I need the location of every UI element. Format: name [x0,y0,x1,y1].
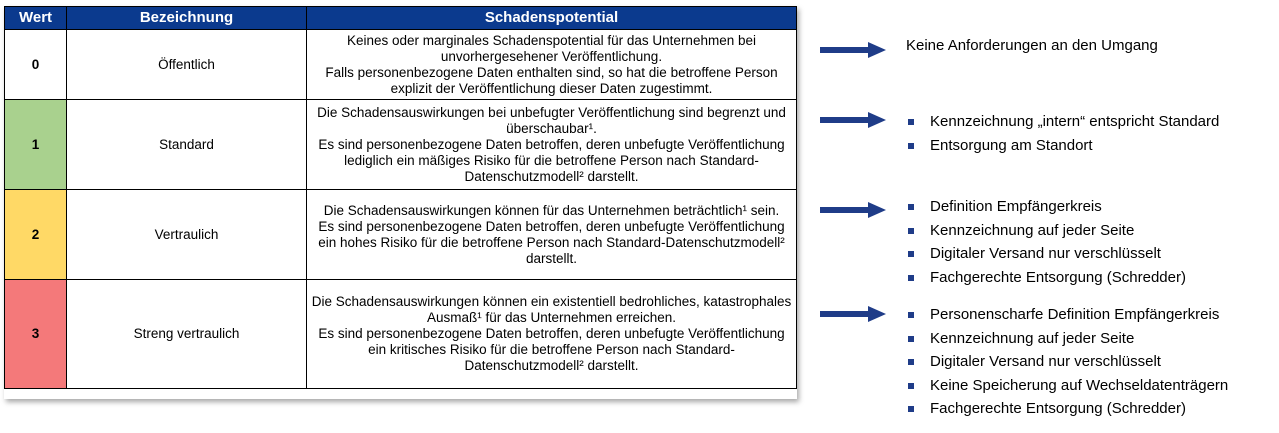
list-item [906,303,1228,327]
classification-table-frame [4,6,797,399]
desc-line: Die Schadensauswirkungen können ein existentiell bedrohliches, katastrophales Ausmaß¹ für das Unternehmen erreichen. [311,294,792,325]
square-bullet-icon [908,406,914,412]
desc-line: Keines oder marginales Schadenspotential für das Unternehmen bei unvorhergesehener Veröffentlichung. [346,32,756,64]
header-bezeichnung: Bezeichnung [67,7,307,30]
row-bezeichnung: Standard [67,100,307,190]
desc-line: Die Schadensauswirkungen können für das Unternehmen beträchtlich¹ sein. [323,202,780,218]
square-bullet-icon [908,143,914,149]
bullet-text: Kennzeichnung auf jeder Seite [930,221,1135,239]
bullet-text: Digitaler Versand nur verschlüsselt [930,245,1161,262]
list-item [906,242,1186,266]
bullet-text: Keine Speicherung auf Wechseldatenträgern [930,376,1229,394]
header-wert: Wert [5,7,67,30]
row-schadenspotential [307,100,797,190]
square-bullet-icon [908,251,914,257]
row-wert: 2 [5,190,67,280]
right-arrow-icon [820,112,886,128]
desc-line: Es sind personenbezogene Daten betroffen, deren unbefugte Veröffentlichung ein kritisches Risiko für die betroffene Person nach Standard-Datenschutzmodell² darstellt. [318,326,785,373]
requirement-bullets [906,110,1219,157]
table-row [5,30,797,100]
desc-line: Es sind personenbezogene Daten betroffen, deren unbefugte Veröffentlichung lediglich ein mäßiges Risiko für die betroffene Person nach Standard-Datenschutzmodell² darstellt. [318,136,785,184]
bullet-text: Personenscharfe Definition Empfängerkreis [930,306,1220,323]
bullet-text: Fachgerechte Entsorgung (Schredder) [930,268,1186,286]
list-item [906,266,1186,290]
right-arrow-icon [820,306,886,322]
square-bullet-icon [908,204,914,210]
desc-line: Falls personenbezogene Daten enthalten sind, so hat die betroffene Person explizit der Veröffentlichung dieser Daten zugestimmt. [325,64,778,96]
bullet-text: Digitaler Versand nur verschlüsselt [930,353,1161,370]
desc-line: Es sind personenbezogene Daten betroffen, deren unbefugte Veröffentlichung ein hohes Risiko für die betroffene Person nach Standard-Datenschutzmodell² darstellt. [318,218,785,266]
list-item [906,110,1219,134]
row-schadenspotential [307,190,797,280]
square-bullet-icon [908,312,914,318]
right-arrow-icon [820,42,886,58]
square-bullet-icon [908,119,914,125]
row-schadenspotential [307,30,797,100]
row-wert: 1 [5,100,67,190]
square-bullet-icon [908,275,914,281]
row-bezeichnung: Öffentlich [67,30,307,100]
list-item [906,374,1228,398]
right-arrow-icon [820,202,886,218]
table-row [5,100,797,190]
requirement-text: Keine Anforderungen an den Umgang [906,37,1158,54]
square-bullet-icon [908,336,914,342]
table-header-row [5,7,797,30]
row-bezeichnung: Vertraulich [67,190,307,280]
row-wert: 3 [5,280,67,389]
square-bullet-icon [908,359,914,365]
list-item [906,327,1228,351]
row-bezeichnung: Streng vertraulich [67,280,307,389]
row-schadenspotential [307,280,797,389]
list-item [906,134,1219,158]
classification-table [4,6,797,389]
table-row [5,190,797,280]
desc-line: Die Schadensauswirkungen bei unbefugter Veröffentlichung sind begrenzt und überschaubar¹. [317,104,786,136]
list-item [906,219,1186,243]
square-bullet-icon [908,228,914,234]
list-item [906,397,1228,421]
square-bullet-icon [908,383,914,389]
requirements-panel [820,0,1279,433]
list-item [906,195,1186,219]
row-wert: 0 [5,30,67,100]
bullet-text: Kennzeichnung auf jeder Seite [930,329,1135,347]
table-row [5,280,797,389]
bullet-text: Kennzeichnung „intern“ entspricht Standard [930,113,1220,130]
requirement-bullets [906,303,1228,421]
requirement-bullets [906,195,1186,289]
header-schadenspotential: Schadenspotential [307,7,797,30]
bullet-text: Definition Empfängerkreis [930,198,1102,215]
bullet-text: Entsorgung am Standort [930,136,1093,154]
bullet-text: Fachgerechte Entsorgung (Schredder) [930,400,1186,417]
list-item [906,350,1228,374]
